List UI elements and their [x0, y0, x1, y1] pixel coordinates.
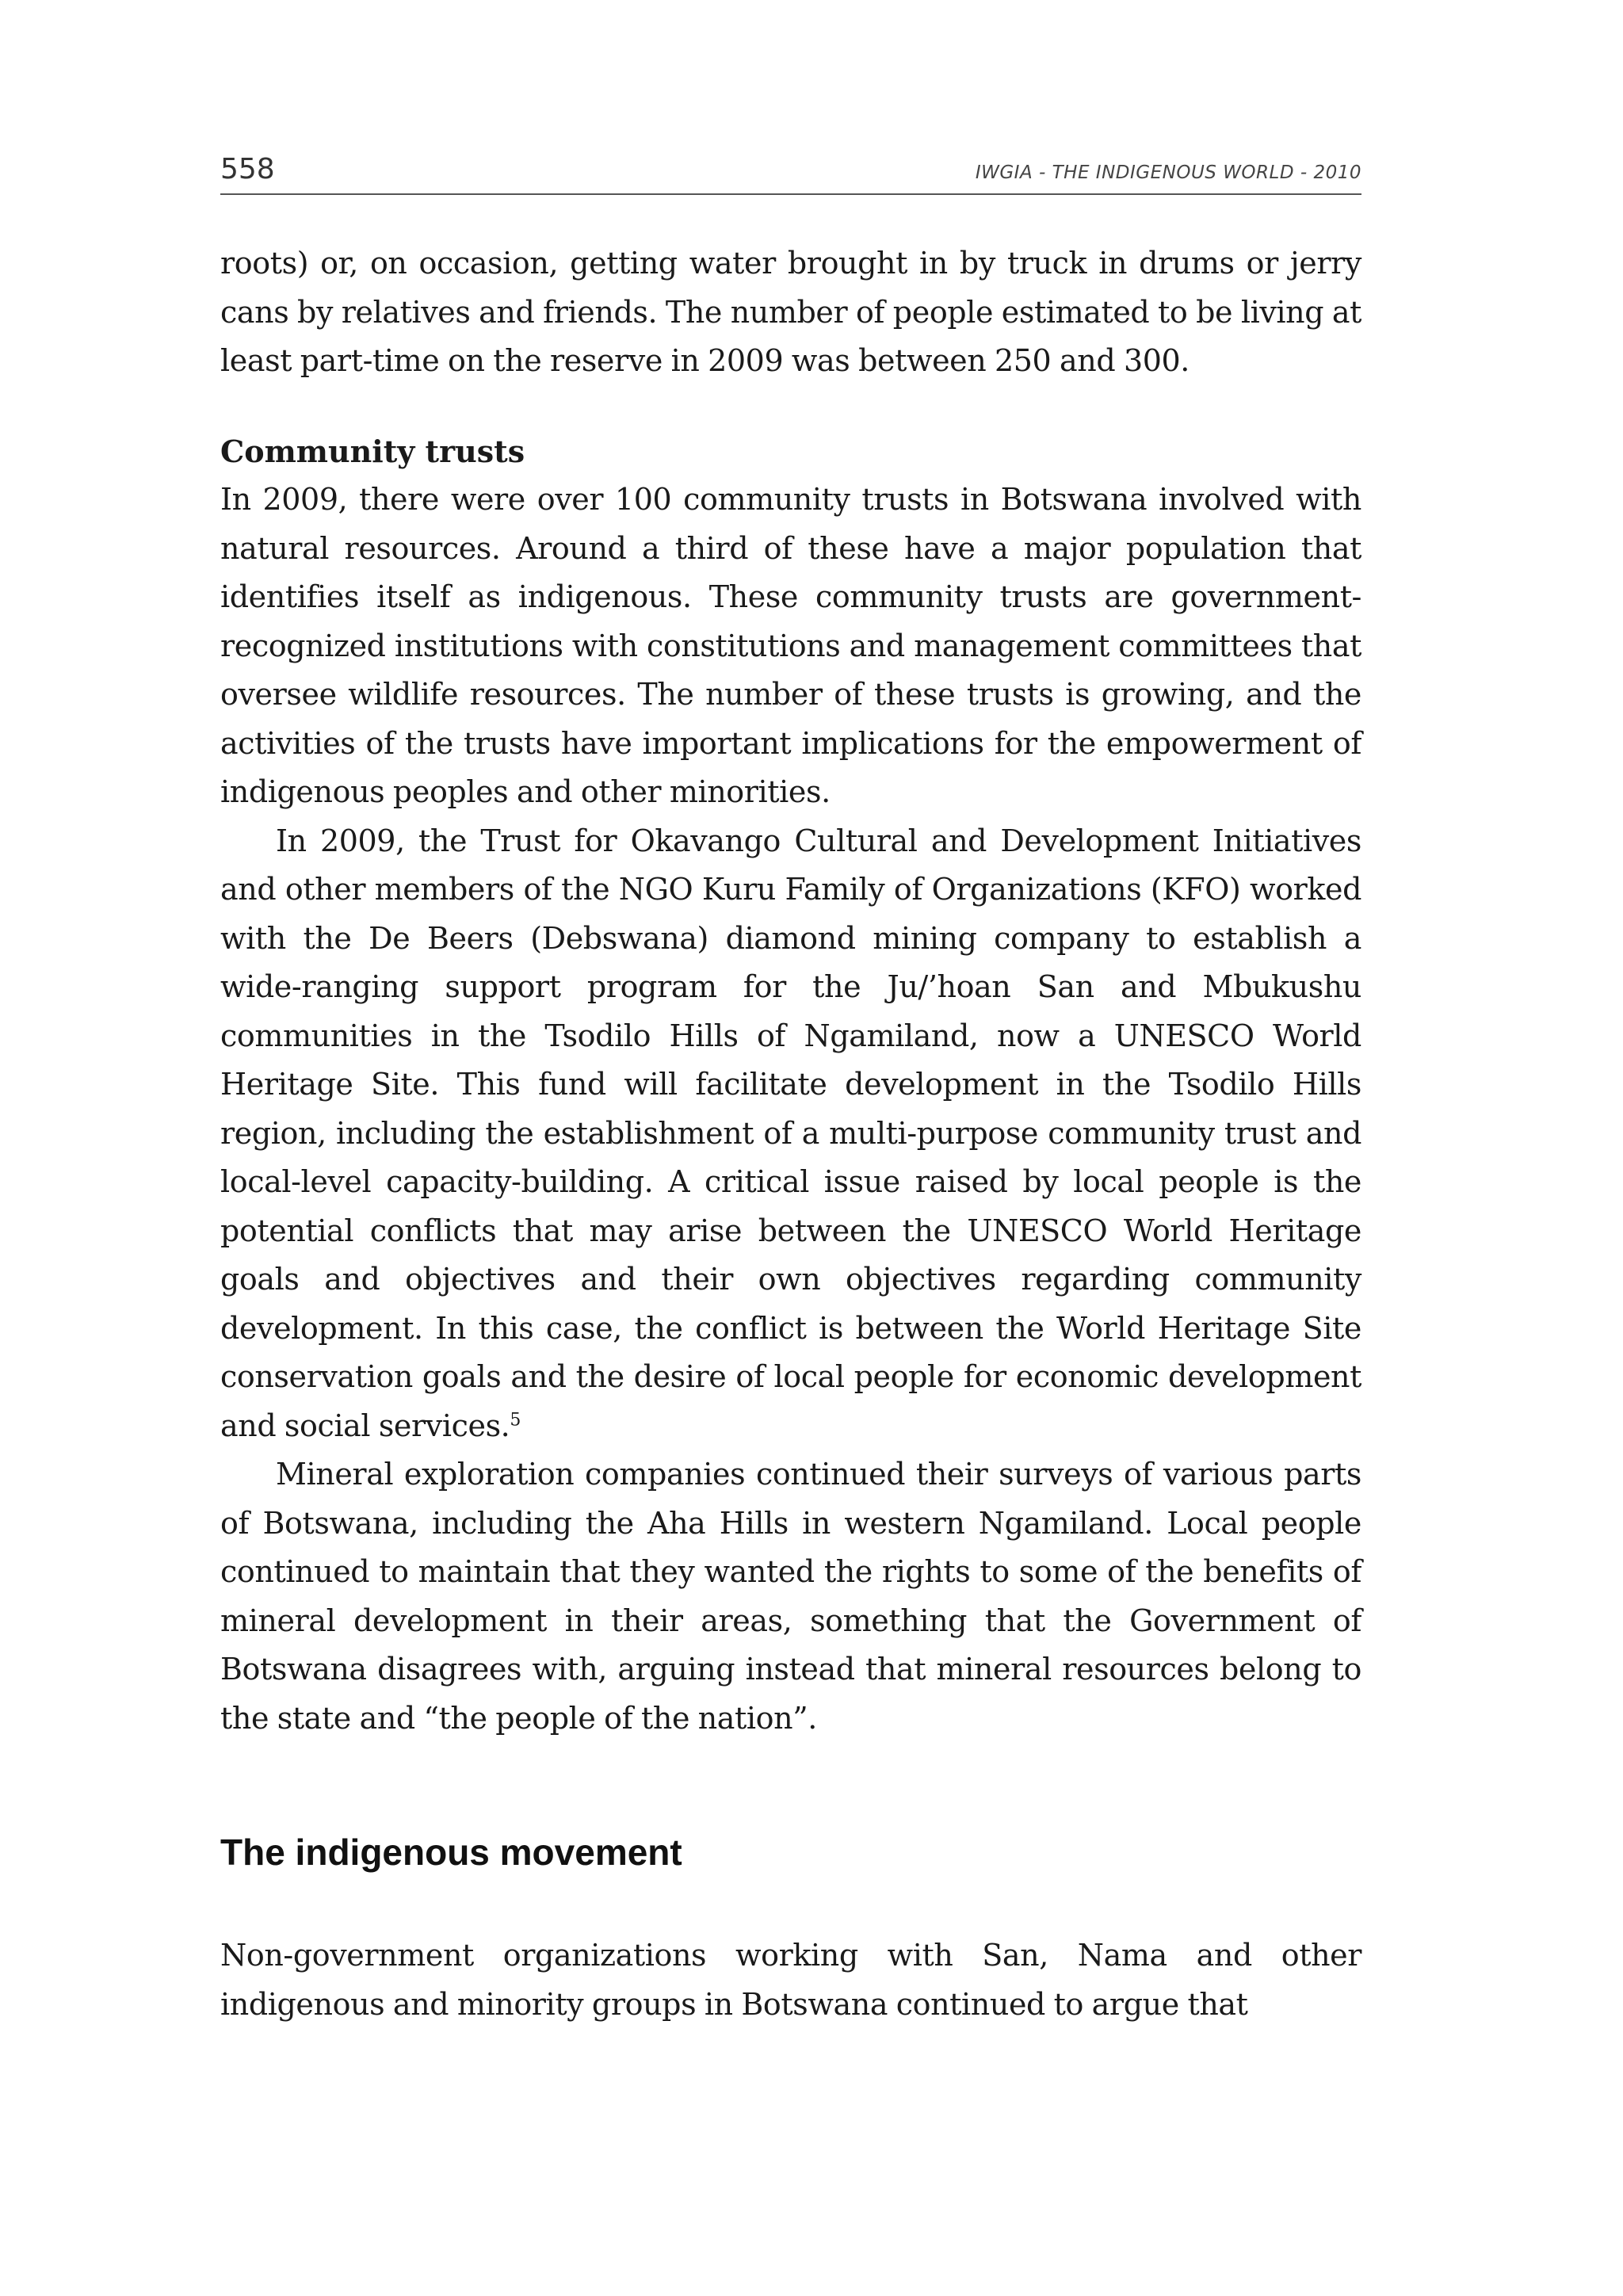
paragraph-community-trusts-1: In 2009, there were over 100 community trusts in Botswana involved with natural resources. Around a third of these have a major population that identifies itself as indigenous. These community trusts are government-recognized institutions with constitutions and management committees that oversee wildlife resources. The number of these trusts is growing, and the activities of the trusts have important implications for the empowerment of indigenous peoples and other minorities.: [220, 482, 1361, 809]
document-page: [220, 149, 1361, 2029]
running-title: IWGIA - THE INDIGENOUS WORLD - 2010: [975, 162, 1361, 183]
page-number: 558: [220, 153, 275, 185]
paragraph-gap: [220, 386, 1361, 427]
section-heading-indigenous-movement: The indigenous movement: [220, 1832, 682, 1873]
body-text: [220, 239, 1361, 2029]
footnote-reference: 5: [510, 1409, 521, 1430]
paragraph-community-trusts-2-text: In 2009, the Trust for Okavango Cultural and Development Initiatives and other members of the NGO Kuru Family of Organizations (KFO) worked with the De Beers (Debswana) diamond mining company to establish a wide-ranging support program for the Ju/’hoan San and Mbukushu communities in the Tsodilo Hills of Ngamiland, now a UNESCO World Heritage Site. This fund will facilitate development in the Tsodilo Hills region, including the establishment of a multi-purpose community trust and local-level capacity-building. A critical issue raised by local people is the potential conflicts that may arise between the UNESCO World Heritage goals and objectives and their own objectives regarding community development. In this case, the conflict is between the World Heritage Site conservation goals and the desire of local people for economic development and social services.: [220, 823, 1361, 1443]
subheading-community-trusts: Community trusts: [220, 433, 525, 469]
paragraph-community-trusts-3: Mineral exploration companies continued their surveys of various parts of Botswana, including the Aha Hills in western Ngamiland. Local people continued to maintain that they wanted the rights to some of the benefits of mineral development in their areas, something that the Government of Botswana disagrees with, arguing instead that mineral resources belong to the state and “the people of the nation”.: [220, 1457, 1361, 1736]
paragraph-continued: roots) or, on occasion, getting water brought in by truck in drums or jerry cans by relatives and friends. The number of people estimated to be living at least part-time on the reserve in 2009 was between 250 and 300.: [220, 246, 1361, 378]
paragraph-indigenous-movement-1: Non-government organizations working with San, Nama and other indigenous and minority groups in Botswana continued to argue that: [220, 1938, 1361, 2022]
running-header: [220, 149, 1361, 195]
paragraph-community-trusts-2: [220, 817, 1361, 1451]
